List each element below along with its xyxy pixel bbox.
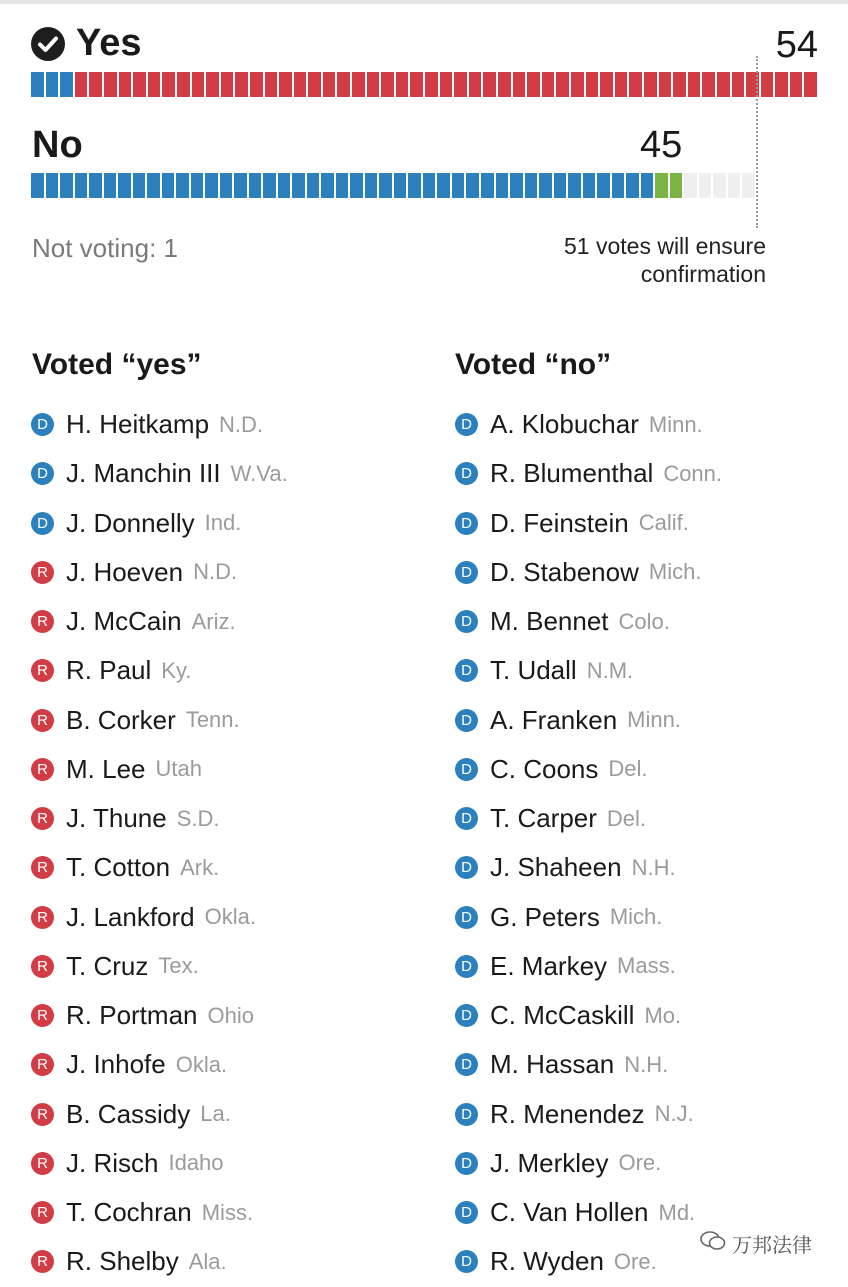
- democrat-vote-segment: [292, 173, 305, 198]
- senator-name: R. Blumenthal: [490, 458, 654, 489]
- senator-state: Tex.: [158, 953, 199, 979]
- senator-name: R. Shelby: [66, 1246, 179, 1277]
- senator-state: Calif.: [638, 510, 689, 536]
- republican-vote-segment: [732, 72, 745, 97]
- democrat-vote-segment: [46, 72, 59, 97]
- senator-state: Md.: [658, 1199, 696, 1225]
- democrat-vote-segment: [60, 173, 73, 198]
- independent-vote-segment: [670, 173, 683, 198]
- senator-state: Mich.: [609, 904, 663, 930]
- republican-vote-segment: [133, 72, 146, 97]
- senator-state: Mo.: [644, 1002, 682, 1028]
- democrat-vote-segment: [234, 173, 247, 198]
- democrat-badge: D: [31, 413, 54, 436]
- republican-badge: R: [31, 561, 54, 584]
- republican-vote-segment: [804, 72, 817, 97]
- democrat-vote-segment: [437, 173, 450, 198]
- democrat-vote-segment: [394, 173, 407, 198]
- voted-no-list: [455, 400, 722, 1287]
- democrat-vote-segment: [626, 173, 639, 198]
- senator-row: [31, 1139, 288, 1188]
- senator-name: C. McCaskill: [490, 1000, 635, 1031]
- senator-row: [455, 646, 722, 695]
- senator-row: [31, 646, 288, 695]
- republican-vote-segment: [600, 72, 613, 97]
- senator-state: Ore.: [618, 1150, 662, 1176]
- senator-row: [31, 499, 288, 548]
- republican-vote-segment: [279, 72, 292, 97]
- republican-vote-segment: [337, 72, 350, 97]
- democrat-badge: D: [455, 709, 478, 732]
- senator-state: Minn.: [648, 411, 703, 437]
- yes-count: 54: [775, 24, 818, 66]
- senator-state: Okla.: [175, 1051, 228, 1077]
- republican-vote-segment: [644, 72, 657, 97]
- senator-state: Utah: [155, 756, 202, 782]
- senator-name: A. Klobuchar: [490, 409, 639, 440]
- republican-badge: R: [31, 1004, 54, 1027]
- republican-vote-segment: [790, 72, 803, 97]
- senator-row: [31, 1237, 288, 1286]
- senator-row: [455, 1040, 722, 1089]
- watermark: [700, 1229, 812, 1258]
- democrat-vote-segment: [568, 173, 581, 198]
- remaining-vote-segment: [699, 173, 712, 198]
- senator-name: D. Feinstein: [490, 507, 629, 538]
- democrat-vote-segment: [423, 173, 436, 198]
- republican-vote-segment: [702, 72, 715, 97]
- senator-name: H. Heitkamp: [66, 409, 210, 440]
- republican-vote-segment: [396, 72, 409, 97]
- democrat-vote-segment: [481, 173, 494, 198]
- democrat-vote-segment: [452, 173, 465, 198]
- senator-state: Ark.: [180, 854, 220, 880]
- senator-row: [31, 696, 288, 745]
- republican-vote-segment: [571, 72, 584, 97]
- democrat-vote-segment: [379, 173, 392, 198]
- senator-state: Del.: [606, 805, 647, 831]
- republican-vote-segment: [542, 72, 555, 97]
- republican-badge: R: [31, 758, 54, 781]
- no-count: 45: [640, 124, 683, 166]
- senator-row: [31, 745, 288, 794]
- senator-state: Tenn.: [185, 707, 240, 733]
- democrat-vote-segment: [263, 173, 276, 198]
- senator-name: R. Paul: [66, 655, 152, 686]
- voted-yes-list: [31, 400, 288, 1287]
- republican-vote-segment: [629, 72, 642, 97]
- republican-vote-segment: [410, 72, 423, 97]
- republican-badge: R: [31, 906, 54, 929]
- checkmark-icon: [31, 27, 65, 61]
- democrat-vote-segment: [539, 173, 552, 198]
- senator-state: Minn.: [627, 707, 681, 733]
- senator-name: D. Stabenow: [490, 556, 639, 587]
- democrat-badge: D: [455, 561, 478, 584]
- republican-vote-segment: [119, 72, 132, 97]
- republican-vote-segment: [440, 72, 453, 97]
- republican-badge: R: [31, 1103, 54, 1126]
- senator-state: W.Va.: [230, 460, 288, 486]
- senator-name: T. Cruz: [66, 950, 149, 981]
- threshold-note: 51 votes will ensure confirmation: [564, 233, 766, 287]
- republican-vote-segment: [250, 72, 263, 97]
- democrat-vote-segment: [612, 173, 625, 198]
- senator-row: [455, 942, 722, 991]
- democrat-vote-segment: [554, 173, 567, 198]
- senator-name: C. Coons: [490, 753, 599, 784]
- democrat-vote-segment: [147, 173, 160, 198]
- senator-state: Ala.: [188, 1248, 227, 1274]
- republican-vote-segment: [586, 72, 599, 97]
- democrat-vote-segment: [46, 173, 59, 198]
- senator-row: [455, 696, 722, 745]
- democrat-vote-segment: [31, 72, 44, 97]
- senator-state: Mich.: [648, 559, 702, 585]
- senator-name: J. McCain: [66, 606, 182, 637]
- senator-state: N.H.: [631, 854, 676, 880]
- republican-badge: R: [31, 807, 54, 830]
- senator-row: [455, 1237, 722, 1286]
- yes-vote-bar: [31, 72, 817, 97]
- republican-vote-segment: [265, 72, 278, 97]
- senator-state: Ore.: [613, 1248, 657, 1274]
- senator-state: N.H.: [624, 1051, 669, 1077]
- senator-name: G. Peters: [490, 901, 600, 932]
- republican-vote-segment: [89, 72, 102, 97]
- senator-state: Colo.: [618, 608, 670, 634]
- remaining-vote-segment: [684, 173, 697, 198]
- senator-name: J. Thune: [66, 803, 167, 834]
- democrat-badge: D: [455, 462, 478, 485]
- senator-name: A. Franken: [490, 704, 618, 735]
- republican-vote-segment: [659, 72, 672, 97]
- senator-row: [31, 843, 288, 892]
- senator-row: [31, 449, 288, 498]
- republican-vote-segment: [294, 72, 307, 97]
- senator-state: Idaho: [168, 1150, 224, 1176]
- senator-state: Del.: [608, 756, 648, 782]
- democrat-vote-segment: [89, 173, 102, 198]
- no-label: No: [32, 124, 83, 166]
- democrat-badge: D: [455, 807, 478, 830]
- democrat-badge: D: [31, 512, 54, 535]
- democrat-badge: D: [455, 955, 478, 978]
- senator-name: R. Wyden: [490, 1246, 604, 1277]
- senator-name: T. Udall: [490, 655, 577, 686]
- republican-vote-segment: [221, 72, 234, 97]
- democrat-vote-segment: [307, 173, 320, 198]
- senator-state: Mass.: [617, 953, 676, 979]
- democrat-badge: D: [455, 1250, 478, 1273]
- democrat-vote-segment: [205, 173, 218, 198]
- democrat-badge: D: [455, 659, 478, 682]
- senator-name: R. Portman: [66, 1000, 198, 1031]
- democrat-vote-segment: [583, 173, 596, 198]
- democrat-vote-segment: [118, 173, 131, 198]
- democrat-vote-segment: [641, 173, 654, 198]
- independent-vote-segment: [655, 173, 668, 198]
- senator-name: C. Van Hollen: [490, 1197, 649, 1228]
- senator-name: M. Lee: [66, 753, 146, 784]
- senator-name: J. Manchin III: [66, 458, 221, 489]
- senator-row: [31, 1090, 288, 1139]
- senator-row: [31, 1040, 288, 1089]
- senator-name: J. Risch: [66, 1147, 159, 1178]
- republican-badge: R: [31, 610, 54, 633]
- democrat-vote-segment: [162, 173, 175, 198]
- democrat-vote-segment: [336, 173, 349, 198]
- voted-no-heading: Voted “no”: [455, 348, 612, 381]
- senator-row: [31, 400, 288, 449]
- senator-row: [455, 991, 722, 1040]
- republican-vote-segment: [104, 72, 117, 97]
- top-divider: [0, 0, 848, 4]
- senator-state: Ky.: [161, 657, 192, 683]
- senator-state: Ind.: [204, 510, 242, 536]
- democrat-vote-segment: [31, 173, 44, 198]
- senator-name: B. Corker: [66, 704, 176, 735]
- senator-state: Conn.: [663, 460, 723, 486]
- democrat-badge: D: [455, 758, 478, 781]
- senator-row: [455, 1139, 722, 1188]
- senator-state: S.D.: [176, 805, 220, 831]
- senator-state: N.M.: [586, 657, 634, 683]
- republican-badge: R: [31, 659, 54, 682]
- republican-badge: R: [31, 1201, 54, 1224]
- republican-vote-segment: [352, 72, 365, 97]
- senator-row: [455, 843, 722, 892]
- senator-name: T. Cotton: [66, 852, 171, 883]
- senator-name: E. Markey: [490, 950, 608, 981]
- republican-vote-segment: [483, 72, 496, 97]
- senator-name: B. Cassidy: [66, 1098, 191, 1129]
- senator-row: [31, 597, 288, 646]
- republican-vote-segment: [688, 72, 701, 97]
- republican-vote-segment: [75, 72, 88, 97]
- republican-badge: R: [31, 1250, 54, 1273]
- senator-state: N.J.: [654, 1101, 694, 1127]
- democrat-vote-segment: [278, 173, 291, 198]
- republican-badge: R: [31, 1053, 54, 1076]
- senator-name: R. Menendez: [490, 1098, 645, 1129]
- democrat-badge: D: [455, 1152, 478, 1175]
- republican-vote-segment: [717, 72, 730, 97]
- republican-vote-segment: [323, 72, 336, 97]
- senator-name: J. Inhofe: [66, 1049, 166, 1080]
- senator-row: [31, 893, 288, 942]
- democrat-badge: D: [455, 1103, 478, 1126]
- democrat-vote-segment: [350, 173, 363, 198]
- republican-vote-segment: [673, 72, 686, 97]
- watermark-text: 万邦法律: [732, 1235, 812, 1257]
- senator-state: La.: [200, 1101, 231, 1127]
- democrat-badge: D: [455, 1004, 478, 1027]
- democrat-vote-segment: [75, 173, 88, 198]
- democrat-badge: D: [455, 1053, 478, 1076]
- not-voting-count: Not voting: 1: [32, 233, 178, 263]
- senator-name: J. Merkley: [490, 1147, 609, 1178]
- republican-vote-segment: [177, 72, 190, 97]
- democrat-vote-segment: [496, 173, 509, 198]
- senator-name: J. Shaheen: [490, 852, 622, 883]
- republican-vote-segment: [367, 72, 380, 97]
- senator-name: J. Hoeven: [66, 556, 184, 587]
- democrat-badge: D: [455, 906, 478, 929]
- wechat-icon: [700, 1230, 726, 1258]
- senator-state: N.D.: [193, 559, 238, 585]
- democrat-vote-segment: [510, 173, 523, 198]
- democrat-vote-segment: [365, 173, 378, 198]
- senator-row: [31, 548, 288, 597]
- democrat-vote-segment: [525, 173, 538, 198]
- senator-name: T. Carper: [490, 803, 597, 834]
- senator-row: [455, 794, 722, 843]
- senator-name: J. Lankford: [66, 901, 195, 932]
- senator-row: [455, 597, 722, 646]
- senator-row: [455, 745, 722, 794]
- senator-row: [455, 1090, 722, 1139]
- democrat-vote-segment: [408, 173, 421, 198]
- senator-state: Okla.: [204, 904, 256, 930]
- republican-vote-segment: [308, 72, 321, 97]
- senator-state: N.D.: [219, 411, 264, 437]
- democrat-vote-segment: [249, 173, 262, 198]
- no-vote-bar: [31, 173, 755, 198]
- republican-vote-segment: [454, 72, 467, 97]
- democrat-vote-segment: [597, 173, 610, 198]
- senator-state: Ariz.: [191, 608, 236, 634]
- senator-name: J. Donnelly: [66, 507, 195, 538]
- senator-row: [31, 991, 288, 1040]
- remaining-vote-segment: [713, 173, 726, 198]
- yes-label: Yes: [76, 22, 142, 64]
- senator-row: [455, 548, 722, 597]
- democrat-vote-segment: [466, 173, 479, 198]
- republican-vote-segment: [556, 72, 569, 97]
- senator-row: [455, 449, 722, 498]
- senator-row: [31, 794, 288, 843]
- republican-badge: R: [31, 709, 54, 732]
- democrat-badge: D: [455, 413, 478, 436]
- republican-vote-segment: [206, 72, 219, 97]
- senator-row: [31, 942, 288, 991]
- threshold-marker: [756, 56, 758, 228]
- democrat-badge: D: [455, 1201, 478, 1224]
- senator-row: [31, 1188, 288, 1237]
- republican-vote-segment: [425, 72, 438, 97]
- republican-vote-segment: [527, 72, 540, 97]
- democrat-vote-segment: [321, 173, 334, 198]
- democrat-vote-segment: [191, 173, 204, 198]
- senator-state: Miss.: [201, 1199, 254, 1225]
- republican-badge: R: [31, 856, 54, 879]
- senator-row: [455, 1188, 722, 1237]
- senator-row: [455, 400, 722, 449]
- senator-row: [455, 499, 722, 548]
- republican-vote-segment: [513, 72, 526, 97]
- republican-vote-segment: [498, 72, 511, 97]
- senator-state: Ohio: [207, 1002, 254, 1028]
- republican-vote-segment: [469, 72, 482, 97]
- democrat-vote-segment: [104, 173, 117, 198]
- democrat-vote-segment: [220, 173, 233, 198]
- republican-badge: R: [31, 1152, 54, 1175]
- senator-name: T. Cochran: [66, 1197, 192, 1228]
- democrat-vote-segment: [133, 173, 146, 198]
- senator-row: [455, 893, 722, 942]
- republican-vote-segment: [235, 72, 248, 97]
- remaining-vote-segment: [728, 173, 741, 198]
- republican-vote-segment: [192, 72, 205, 97]
- senator-name: M. Bennet: [490, 606, 609, 637]
- republican-vote-segment: [381, 72, 394, 97]
- republican-vote-segment: [615, 72, 628, 97]
- democrat-badge: D: [455, 610, 478, 633]
- democrat-badge: D: [31, 462, 54, 485]
- republican-vote-segment: [775, 72, 788, 97]
- democrat-badge: D: [455, 856, 478, 879]
- republican-vote-segment: [761, 72, 774, 97]
- democrat-vote-segment: [60, 72, 73, 97]
- democrat-vote-segment: [176, 173, 189, 198]
- voted-yes-heading: Voted “yes”: [32, 348, 202, 381]
- republican-vote-segment: [162, 72, 175, 97]
- democrat-badge: D: [455, 512, 478, 535]
- remaining-vote-segment: [742, 173, 755, 198]
- republican-vote-segment: [148, 72, 161, 97]
- senator-name: M. Hassan: [490, 1049, 615, 1080]
- republican-badge: R: [31, 955, 54, 978]
